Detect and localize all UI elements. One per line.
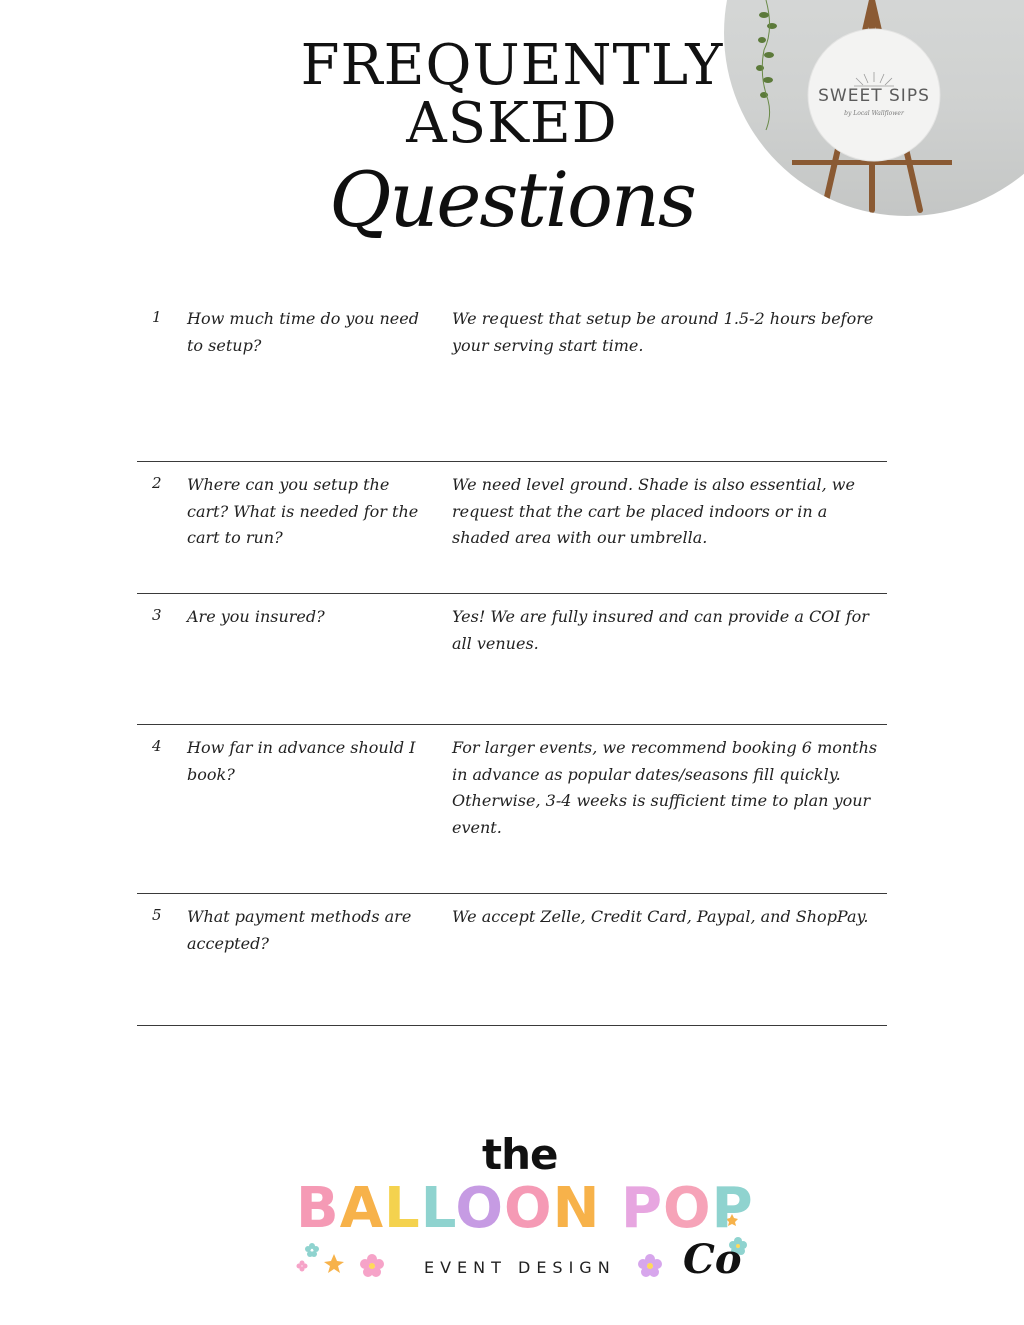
- logo-brand-letter: [601, 1176, 622, 1241]
- faq-row: [137, 894, 887, 1026]
- logo-tagline: EVENT DESIGN: [424, 1258, 616, 1277]
- logo-brand-letter: O: [504, 1176, 553, 1241]
- faq-number: 3: [152, 606, 162, 624]
- title-script-questions: Questions: [329, 155, 695, 244]
- row-divider: [137, 1025, 887, 1026]
- title-line-frequently: FREQUENTLY: [300, 33, 724, 98]
- logo-brand-letter: L: [384, 1176, 421, 1241]
- sweet-sips-sign-photo: [724, 0, 1024, 216]
- logo-brand-letter: B: [296, 1176, 340, 1241]
- faq-answer: We accept Zelle, Credit Card, Paypal, and ShopPay.: [452, 907, 869, 926]
- faq-number: 5: [152, 906, 162, 924]
- sign-title: SWEET SIPS: [818, 86, 930, 106]
- faq-question: Where can you setup the cart? What is needed for the cart to run?: [187, 475, 419, 547]
- logo-brand-letter: P: [711, 1176, 754, 1241]
- faq-answer: We need level ground. Shade is also essential, we request that the cart be placed indoors or in a shaded area with our umbrella.: [452, 475, 855, 547]
- logo-brand-letter: A: [339, 1176, 385, 1241]
- faq-question: What payment methods are accepted?: [187, 907, 412, 953]
- faq-answer: For larger events, we recommend booking 6 months in advance as popular dates/seasons fill quickly. Otherwise, 3-4 weeks is sufficient time to plan your event.: [452, 738, 878, 837]
- faq-row: [137, 725, 887, 894]
- faq-question: How far in advance should I book?: [187, 738, 416, 784]
- logo-brand-letter: P: [621, 1176, 664, 1241]
- faq-number: 1: [152, 308, 162, 326]
- logo-brand-letter: N: [552, 1176, 601, 1241]
- faq-table: [137, 296, 887, 1026]
- logo-co: Co: [683, 1236, 742, 1283]
- logo-brand-letter: O: [455, 1176, 505, 1241]
- logo-brand-name: [296, 1176, 754, 1241]
- faq-row: [137, 296, 887, 462]
- faq-row: [137, 594, 887, 725]
- faq-answer: We request that setup be around 1.5-2 hours before your serving start time.: [452, 309, 874, 355]
- balloon-pop-logo: [290, 1130, 760, 1290]
- faq-answer: Yes! We are fully insured and can provide a COI for all venues.: [452, 607, 869, 653]
- faq-question: How much time do you need to setup?: [187, 309, 419, 355]
- logo-brand-letter: L: [420, 1176, 456, 1241]
- faq-number: 2: [152, 474, 162, 492]
- logo-the: the: [482, 1130, 558, 1179]
- sign-subtitle: by Local Wallflower: [844, 110, 904, 117]
- faq-question: Are you insured?: [187, 607, 325, 626]
- faq-row: [137, 462, 887, 594]
- title-line-asked: ASKED: [406, 91, 618, 156]
- logo-brand-letter: O: [663, 1176, 712, 1241]
- faq-number: 4: [152, 737, 162, 755]
